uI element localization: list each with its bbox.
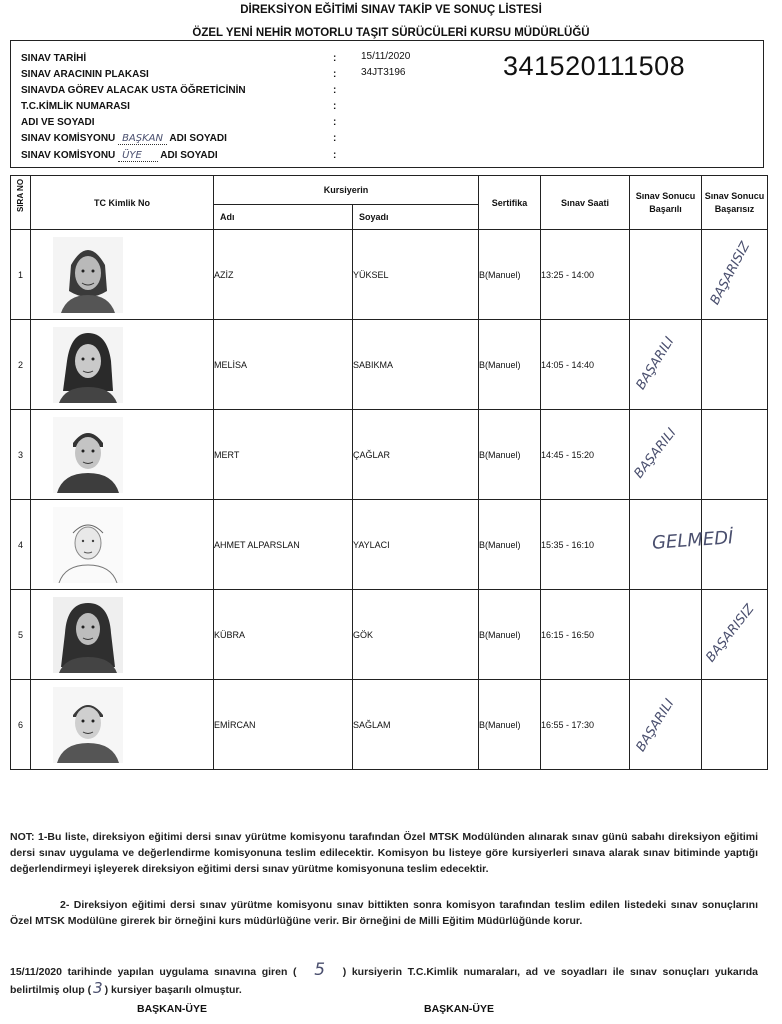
summary-sentence (10, 962, 758, 998)
row-number: 1 (11, 230, 31, 320)
result-pass-cell (630, 680, 702, 770)
photo-cell (31, 680, 214, 770)
committee-member-handwriting: ÜYE (118, 150, 158, 162)
row-number: 5 (11, 590, 31, 680)
signature-right: BAŞKAN-ÜYE (424, 1003, 495, 1015)
summary-part-a: 15/11/2020 tarihinde yapılan uygulama sınavına giren ( (10, 966, 297, 978)
surname: SABIKMA (353, 320, 479, 410)
result-pass-cell (630, 410, 702, 500)
exam-time: 13:25 - 14:00 (541, 230, 630, 320)
col-header-soyadi: Soyadı (353, 205, 479, 230)
exam-time: 14:45 - 15:20 (541, 410, 630, 500)
exam-date-label: SINAV TARİHİ (21, 53, 87, 64)
candidate-photo (53, 327, 123, 403)
row-number: 3 (11, 410, 31, 500)
colon: : (333, 101, 337, 112)
colon: : (333, 69, 337, 80)
exam-number: 341520111508 (503, 51, 686, 81)
certificate: B(Manuel) (479, 680, 541, 770)
summary-part-c: ) kursiyer başarılı olmuştur. (104, 984, 242, 996)
name-surname-label: ADI VE SOYADI (21, 117, 95, 128)
candidate-photo (53, 507, 123, 583)
result-fail-cell (702, 320, 768, 410)
row-number: 2 (11, 320, 31, 410)
vehicle-plate-value: 34JT3196 (361, 67, 406, 78)
exam-date-value: 15/11/2020 (361, 51, 411, 62)
summary-part-b: ) kursiyerin T.C.Kimlik numaraları, ad ve soyadları ile sınav sonuçları yukarıda belirtilmiş olup ( (10, 966, 759, 996)
col-header-basarisiz: Sınav Sonucu Başarısız (702, 176, 768, 230)
name-surname-suffix: ADI SOYADI (169, 133, 227, 144)
colon: : (333, 85, 337, 96)
result-fail-cell (702, 500, 768, 590)
surname: GÖK (353, 590, 479, 680)
exam-results-table (10, 175, 768, 770)
photo-cell (31, 320, 214, 410)
certificate: B(Manuel) (479, 590, 541, 680)
table-row (11, 680, 768, 770)
first-name: KÜBRA (214, 590, 353, 680)
committee-label: SINAV KOMİSYONU (21, 133, 116, 144)
signature-left: BAŞKAN-ÜYE (137, 1003, 208, 1015)
result-fail-cell (702, 230, 768, 320)
first-name: MERT (214, 410, 353, 500)
first-name: AZİZ (214, 230, 353, 320)
first-name: MELİSA (214, 320, 353, 410)
exam-info-box (10, 40, 764, 168)
colon: : (333, 53, 337, 64)
col-header-adi: Adı (214, 205, 353, 230)
photo-cell (31, 500, 214, 590)
certificate: B(Manuel) (479, 230, 541, 320)
exam-time: 14:05 - 14:40 (541, 320, 630, 410)
surname: SAĞLAM (353, 680, 479, 770)
document-title: DİREKSİYON EĞİTİMİ SINAV TAKİP VE SONUÇ LİSTESİ (240, 4, 542, 16)
col-header-tc: TC Kimlik No (31, 176, 214, 230)
result-pass-handwriting: GELMEDİ (651, 527, 735, 554)
certificate: B(Manuel) (479, 410, 541, 500)
exam-time: 15:35 - 16:10 (541, 500, 630, 590)
note-1: NOT: 1-Bu liste, direksiyon eğitimi dersi sınav yürütme komisyonu tarafından Özel MTSK Modülünden alınarak sınav günü sabahı direksiyon eğitimi dersi sınav uygulama ve değerlendirme komisyonuna teslim edilecektir. Komisyon bu listeye göre kursiyerleri sınava alarak sınav bitiminde yaptığı değerlendirmeyi işleyerek direksiyon eğitimi dersi sınav yürütme komisyonuna teslim edecektir. (10, 831, 758, 875)
candidate-photo (53, 237, 123, 313)
result-fail-cell (702, 590, 768, 680)
result-pass-handwriting: BAŞARILI (633, 696, 678, 755)
col-header-basarili: Sınav Sonucu Başarılı (630, 176, 702, 230)
result-pass-handwriting: BAŞARILI (633, 334, 678, 393)
result-pass-cell (630, 320, 702, 410)
table-row (11, 500, 768, 590)
row-number: 6 (11, 680, 31, 770)
committee-member-row (21, 150, 218, 161)
document-subtitle: ÖZEL YENİ NEHİR MOTORLU TAŞIT SÜRÜCÜLERİ KURSU MÜDÜRLÜĞÜ (192, 27, 590, 39)
colon: : (333, 133, 337, 144)
certificate: B(Manuel) (479, 500, 541, 590)
summary-count-handwriting: 5 (314, 960, 326, 980)
table-row (11, 590, 768, 680)
candidate-photo (53, 687, 123, 763)
first-name: EMİRCAN (214, 680, 353, 770)
row-number: 4 (11, 500, 31, 590)
result-pass-cell (630, 230, 702, 320)
surname: YÜKSEL (353, 230, 479, 320)
result-pass-cell (630, 590, 702, 680)
committee-label: SINAV KOMİSYONU (21, 150, 116, 161)
col-header-kursiyerin: Kursiyerin (214, 176, 479, 205)
tc-number-label: T.C.KİMLİK NUMARASI (21, 101, 130, 112)
certificate: B(Manuel) (479, 320, 541, 410)
table-row (11, 410, 768, 500)
col-header-sertifika: Sertifika (479, 176, 541, 230)
result-pass-handwriting: BAŞARILI (631, 425, 680, 482)
result-fail-handwriting: BAŞARISIZ (703, 601, 758, 666)
note-2: 2- Direksiyon eğitimi dersi sınav yürütme komisyonu sınav bittikten sonra komisyon tarafından teslim edilen listedeki sınav sonuçlarını Özel MTSK Modülüne girerek bir örneğini kurs müdürlüğüne verir. Bir örneğini de Milli Eğitim Müdürlüğünde korur. (10, 899, 758, 927)
photo-cell (31, 590, 214, 680)
exam-time: 16:15 - 16:50 (541, 590, 630, 680)
col-header-saat: Sınav Saati (541, 176, 630, 230)
candidate-photo (53, 417, 123, 493)
result-fail-cell (702, 680, 768, 770)
photo-cell (31, 410, 214, 500)
candidate-photo (53, 597, 123, 673)
surname: YAYLACI (353, 500, 479, 590)
result-pass-cell (630, 500, 735, 590)
summary-pass-handwriting: 3 (93, 979, 103, 997)
table-row (11, 320, 768, 410)
photo-cell (31, 230, 214, 320)
committee-chair-handwriting: BAŞKAN (118, 133, 167, 145)
exam-time: 16:55 - 17:30 (541, 680, 630, 770)
first-name: AHMET ALPARSLAN (214, 500, 353, 590)
col-header-no: SIRA NO (11, 176, 31, 230)
committee-chair-row (21, 133, 227, 144)
result-fail-handwriting: BAŞARISIZ (707, 239, 754, 308)
surname: ÇAĞLAR (353, 410, 479, 500)
colon: : (333, 117, 337, 128)
result-fail-cell (702, 410, 768, 500)
vehicle-plate-label: SINAV ARACININ PLAKASI (21, 69, 149, 80)
table-row (11, 230, 768, 320)
name-surname-suffix: ADI SOYADI (160, 150, 218, 161)
colon: : (333, 150, 337, 161)
instructor-label: SINAVDA GÖREV ALACAK USTA ÖĞRETİCİNİN (21, 85, 246, 96)
